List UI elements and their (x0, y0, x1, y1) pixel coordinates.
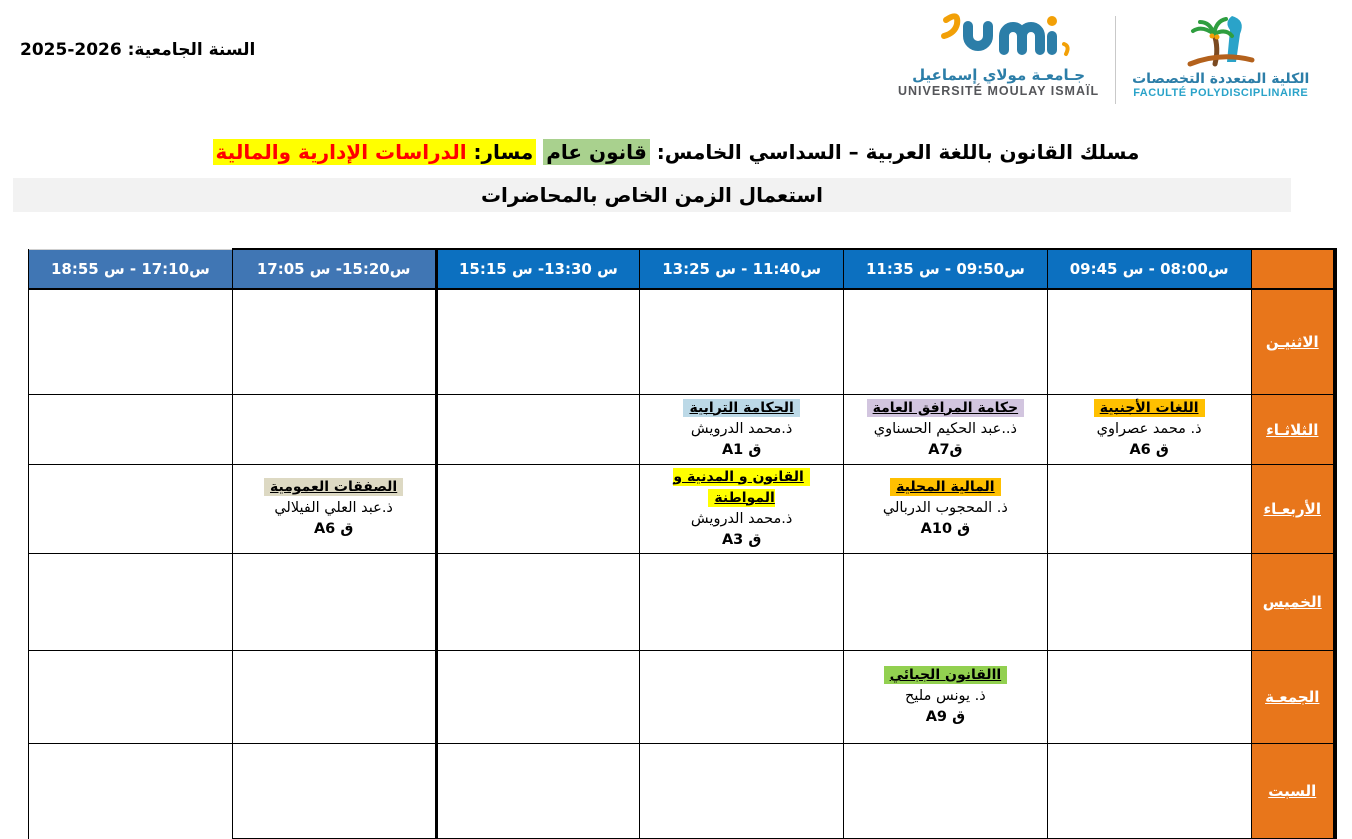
track-label: مسار: (466, 140, 534, 164)
empty-cell (436, 553, 640, 650)
empty-cell (29, 743, 233, 839)
empty-cell (29, 650, 233, 743)
empty-cell (29, 553, 233, 650)
row-thursday (29, 553, 1336, 650)
empty-cell (232, 553, 436, 650)
empty-cell (29, 464, 233, 553)
title-law-type: قانون عام (543, 139, 650, 165)
time-header-1330: س 13:30- س 15:15 (436, 249, 640, 289)
course-teacher: ذ.محمد الدرويش (690, 420, 793, 437)
empty-cell (1047, 464, 1251, 553)
empty-cell (232, 743, 436, 839)
course-cell-local-finance (844, 464, 1048, 553)
empty-cell (640, 289, 844, 394)
empty-cell (29, 289, 233, 394)
page-title (0, 140, 1352, 164)
row-saturday (29, 743, 1336, 839)
empty-cell (436, 464, 640, 553)
course-teacher: ذ.عبد العلي الفيلالي (274, 500, 393, 516)
faculty-logo-block (1132, 12, 1309, 99)
time-header-1710: س17:10 - س 18:55 (29, 249, 233, 289)
time-header-row (29, 249, 1336, 289)
academic-year: السنة الجامعية: 2026-2025 (20, 40, 256, 60)
day-cell-thursday: الخميس (1251, 553, 1335, 650)
course-room: ق A6 (1129, 441, 1169, 458)
course-room: ق A3 (721, 531, 762, 548)
course-cell-public-utilities (844, 394, 1048, 464)
empty-cell (436, 743, 640, 839)
subtitle-text: استعمال الزمن الخاص بالمحاضرات (480, 183, 824, 207)
course-room: ق A6 (313, 521, 354, 537)
faculty-arabic-name: الكلية المتعددة التخصصات (1132, 71, 1310, 87)
course-title: حكامة المرافق العامة (867, 399, 1025, 417)
empty-cell (436, 289, 640, 394)
empty-cell (232, 289, 436, 394)
day-cell-monday: الاثنيـن (1251, 289, 1335, 394)
course-teacher: ذ. محمد عصراوي (1096, 420, 1202, 437)
day-cell-tuesday: الثلاثـاء (1251, 394, 1335, 464)
course-room: قA7 (928, 441, 963, 458)
time-header-1140: س11:40 - س 13:25 (640, 249, 844, 289)
course-title: الحكامة الترابية (683, 399, 799, 417)
subtitle-band (13, 178, 1291, 212)
course-cell-civil-citizenship (640, 464, 844, 553)
empty-cell (640, 650, 844, 743)
course-room: ق A9 (925, 709, 966, 725)
empty-cell (844, 743, 1048, 839)
empty-cell (844, 289, 1048, 394)
course-title: الصفقات العمومية (264, 478, 403, 496)
corner-cell (1251, 249, 1335, 289)
faculty-latin-name: FACULTÉ POLYDISCIPLINAIRE (1133, 87, 1309, 99)
course-title: االقانون الجبائي (884, 666, 1008, 684)
umi-logo-icon (924, 12, 1074, 64)
empty-cell (436, 650, 640, 743)
course-teacher: ذ. يونس مليح (905, 688, 986, 704)
empty-cell (29, 394, 233, 464)
empty-cell (640, 743, 844, 839)
empty-cell (640, 553, 844, 650)
header-logos (898, 12, 1309, 104)
row-friday (29, 650, 1336, 743)
faculty-logo-icon (1184, 12, 1258, 70)
day-cell-friday: الجمعـة (1251, 650, 1335, 743)
row-tuesday (29, 394, 1336, 464)
course-title: القانون و المدنية و المواطنة (673, 468, 809, 507)
day-cell-wednesday: الأربعـاء (1251, 464, 1335, 553)
day-cell-saturday: السبت (1251, 743, 1335, 839)
course-title: المالية المحلية (890, 478, 1001, 496)
title-track (213, 139, 537, 165)
umi-logo-block (898, 12, 1099, 98)
course-room: ق A1 (721, 441, 762, 458)
course-room: ق A10 (920, 521, 971, 537)
track-value: الدراسات الإدارية والمالية (215, 140, 467, 164)
time-header-1520: س15:20- س 17:05 (232, 249, 436, 289)
umi-latin-name: UNIVERSITÉ MOULAY ISMAÏL (898, 84, 1100, 98)
title-main-text: مسلك القانون باللغة العربية – السداسي الخامس: (649, 140, 1140, 164)
course-cell-foreign-languages (1047, 394, 1251, 464)
empty-cell (1047, 553, 1251, 650)
course-cell-territorial-gov (640, 394, 844, 464)
course-cell-public-procurement (232, 464, 436, 553)
row-wednesday (29, 464, 1336, 553)
schedule-table (28, 248, 1337, 839)
empty-cell (1047, 289, 1251, 394)
course-teacher: ذ..عبد الحكيم الحسناوي (873, 420, 1017, 437)
time-header-0950: س09:50 - س 11:35 (844, 249, 1048, 289)
course-teacher: ذ.محمد الدرويش (690, 510, 793, 527)
course-title: اللغات الأجنبية (1094, 399, 1205, 417)
umi-arabic-name: جـامعـة مولاي إسماعيل (912, 66, 1086, 84)
empty-cell (232, 394, 436, 464)
logo-divider (1115, 16, 1116, 104)
course-teacher: ذ. المحجوب الدربالي (882, 500, 1008, 516)
time-header-0800: س08:00 - س 09:45 (1047, 249, 1251, 289)
empty-cell (1047, 650, 1251, 743)
empty-cell (232, 650, 436, 743)
empty-cell (436, 394, 640, 464)
course-cell-tax-law (844, 650, 1048, 743)
empty-cell (1047, 743, 1251, 839)
row-monday (29, 289, 1336, 394)
empty-cell (844, 553, 1048, 650)
